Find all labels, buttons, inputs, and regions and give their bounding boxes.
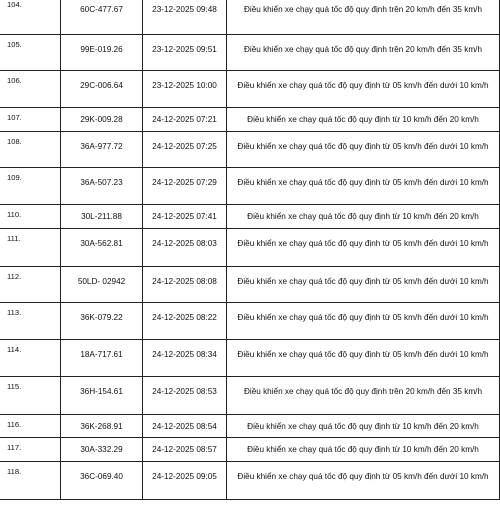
violation-description: Điều khiển xe chạy quá tốc độ quy định từ 10 km/h đến 20 km/h (227, 438, 500, 462)
violation-description: Điều khiển xe chạy quá tốc độ quy định từ 05 km/h đến dưới 10 km/h (227, 71, 500, 108)
license-plate: 36H-154.61 (61, 377, 143, 415)
table-row (0, 340, 500, 377)
violation-time: 24-12-2025 07:21 (143, 108, 227, 132)
violation-time: 24-12-2025 07:29 (143, 168, 227, 205)
row-number: 111. (0, 229, 61, 267)
row-number: 110. (0, 205, 61, 229)
violation-description: Điều khiển xe chạy quá tốc độ quy định trên 20 km/h đến 35 km/h (227, 35, 500, 71)
violation-description: Điều khiển xe chạy quá tốc độ quy định từ 05 km/h đến dưới 10 km/h (227, 132, 500, 168)
table-row (0, 132, 500, 168)
license-plate: 18A-717.61 (61, 340, 143, 377)
violation-description: Điều khiển xe chạy quá tốc độ quy định từ 05 km/h đến dưới 10 km/h (227, 229, 500, 267)
row-number: 118. (0, 462, 61, 500)
license-plate: 99E-019.26 (61, 35, 143, 71)
license-plate: 29C-006.64 (61, 71, 143, 108)
license-plate: 36A-507.23 (61, 168, 143, 205)
table-row (0, 35, 500, 71)
table-row (0, 377, 500, 415)
violation-time: 24-12-2025 07:41 (143, 205, 227, 229)
license-plate: 30L-211.88 (61, 205, 143, 229)
violation-description: Điều khiển xe chạy quá tốc độ quy định trên 20 km/h đến 35 km/h (227, 0, 500, 35)
violation-description: Điều khiển xe chạy quá tốc độ quy định từ 05 km/h đến dưới 10 km/h (227, 168, 500, 205)
row-number: 112. (0, 267, 61, 303)
table-row (0, 303, 500, 340)
table-row (0, 0, 500, 35)
violation-time: 24-12-2025 08:08 (143, 267, 227, 303)
violation-description: Điều khiển xe chạy quá tốc độ quy định từ 10 km/h đến 20 km/h (227, 205, 500, 229)
license-plate: 36C-069.40 (61, 462, 143, 500)
violation-description: Điều khiển xe chạy quá tốc độ quy định từ 05 km/h đến dưới 10 km/h (227, 267, 500, 303)
row-number: 109. (0, 168, 61, 205)
row-number: 115. (0, 377, 61, 415)
license-plate: 30A-332.29 (61, 438, 143, 462)
table-row (0, 415, 500, 438)
violation-time: 23-12-2025 09:48 (143, 0, 227, 35)
row-number: 116. (0, 415, 61, 438)
violation-time: 24-12-2025 08:03 (143, 229, 227, 267)
violation-time: 24-12-2025 08:53 (143, 377, 227, 415)
violation-time: 23-12-2025 10:00 (143, 71, 227, 108)
license-plate: 36A-977.72 (61, 132, 143, 168)
row-number: 114. (0, 340, 61, 377)
violation-time: 24-12-2025 07:25 (143, 132, 227, 168)
violation-time: 24-12-2025 08:57 (143, 438, 227, 462)
violation-description: Điều khiển xe chạy quá tốc độ quy định từ 05 km/h đến dưới 10 km/h (227, 462, 500, 500)
row-number: 107. (0, 108, 61, 132)
violation-time: 24-12-2025 09:05 (143, 462, 227, 500)
table-row (0, 229, 500, 267)
license-plate: 36K-079.22 (61, 303, 143, 340)
table-row (0, 71, 500, 108)
violation-description: Điều khiển xe chạy quá tốc độ quy định từ 10 km/h đến 20 km/h (227, 108, 500, 132)
license-plate: 30A-562.81 (61, 229, 143, 267)
license-plate: 29K-009.28 (61, 108, 143, 132)
row-number: 105. (0, 35, 61, 71)
table-row (0, 205, 500, 229)
violation-time: 24-12-2025 08:22 (143, 303, 227, 340)
violation-description: Điều khiển xe chạy quá tốc độ quy định trên 20 km/h đến 35 km/h (227, 377, 500, 415)
row-number: 104. (0, 0, 61, 35)
row-number: 117. (0, 438, 61, 462)
row-number: 106. (0, 71, 61, 108)
table-row (0, 108, 500, 132)
violation-time: 24-12-2025 08:54 (143, 415, 227, 438)
row-number: 108. (0, 132, 61, 168)
table-row (0, 267, 500, 303)
table-row (0, 438, 500, 462)
violation-description: Điều khiển xe chạy quá tốc độ quy định từ 05 km/h đến dưới 10 km/h (227, 340, 500, 377)
violation-time: 23-12-2025 09:51 (143, 35, 227, 71)
license-plate: 36K-268.91 (61, 415, 143, 438)
violation-description: Điều khiển xe chạy quá tốc độ quy định từ 10 km/h đến 20 km/h (227, 415, 500, 438)
row-number: 113. (0, 303, 61, 340)
license-plate: 60C-477.67 (61, 0, 143, 35)
violation-time: 24-12-2025 08:34 (143, 340, 227, 377)
violation-description: Điều khiển xe chạy quá tốc độ quy định từ 05 km/h đến dưới 10 km/h (227, 303, 500, 340)
table-row (0, 462, 500, 500)
license-plate: 50LD- 02942 (61, 267, 143, 303)
table-row (0, 168, 500, 205)
